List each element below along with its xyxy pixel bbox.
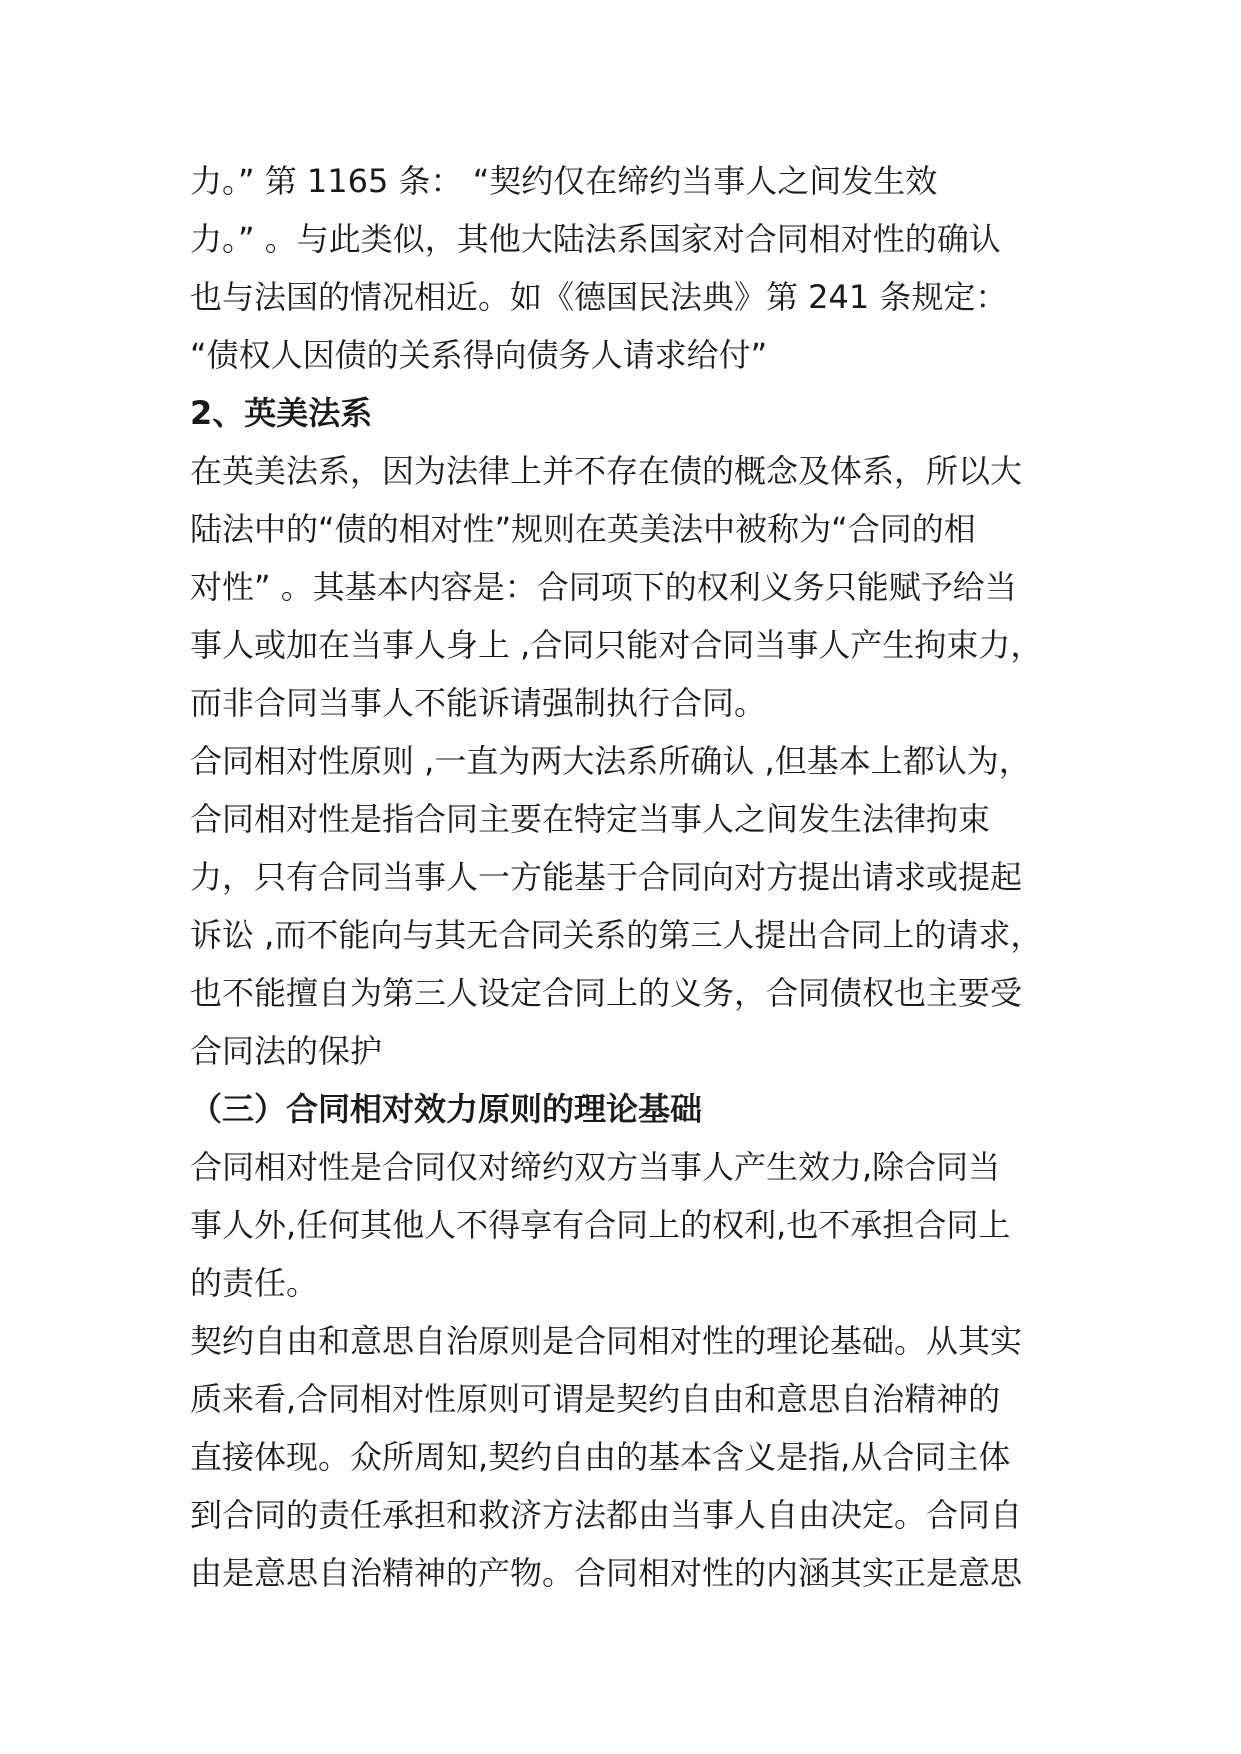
text-line: 的责任。 bbox=[190, 1264, 319, 1302]
text-line: 事人外,任何其他人不得享有合同上的权利,也不承担合同上 bbox=[190, 1206, 1011, 1244]
text-line: 力。” 第 1165 条： “契约仅在缔约当事人之间发生效 bbox=[190, 162, 938, 200]
text-line: “债权人因债的关系得向债务人请求给付” bbox=[190, 336, 768, 374]
text-line: 在英美法系，因为法律上并不存在债的概念及体系，所以大 bbox=[190, 452, 1023, 490]
document-body bbox=[190, 152, 1070, 1602]
text-line: 也不能擅自为第三人设定合同上的义务，合同债权也主要受 bbox=[190, 974, 1023, 1012]
text-line: 也与法国的情况相近。如《德国民法典》第 241 条规定： bbox=[190, 278, 1008, 316]
text-line: 契约自由和意思自治原则是合同相对性的理论基础。从其实 bbox=[190, 1322, 1023, 1360]
section-heading: 2、英美法系 bbox=[190, 394, 373, 432]
text-line: 质来看,合同相对性原则可谓是契约自由和意思自治精神的 bbox=[190, 1380, 1001, 1418]
text-line: 由是意思自治精神的产物。合同相对性的内涵其实正是意思 bbox=[190, 1554, 1023, 1592]
text-line: 合同法的保护 bbox=[190, 1032, 383, 1070]
text-line: 陆法中的“债的相对性”规则在英美法中被称为“合同的相 bbox=[190, 510, 976, 548]
text-line: 而非合同当事人不能诉请强制执行合同。 bbox=[190, 684, 767, 722]
text-line: 合同相对性是合同仅对缔约双方当事人产生效力,除合同当 bbox=[190, 1148, 1001, 1186]
text-line: 直接体现。众所周知,契约自由的基本含义是指,从合同主体 bbox=[190, 1438, 1011, 1476]
text-line: 到合同的责任承担和救济方法都由当事人自由决定。合同自 bbox=[190, 1496, 1023, 1534]
text-line: 合同相对性原则 ,一直为两大法系所确认 ,但基本上都认为， bbox=[190, 742, 1031, 780]
text-line: 事人或加在当事人身上 ,合同只能对合同当事人产生拘束力， bbox=[190, 626, 1043, 664]
text-line: 诉讼 ,而不能向与其无合同关系的第三人提出合同上的请求， bbox=[190, 916, 1043, 954]
text-line: 合同相对性是指合同主要在特定当事人之间发生法律拘束 bbox=[190, 800, 991, 838]
text-line: 力。” 。与此类似，其他大陆法系国家对合同相对性的确认 bbox=[190, 220, 1001, 258]
text-line: 力，只有合同当事人一方能基于合同向对方提出请求或提起 bbox=[190, 858, 1023, 896]
text-line: 对性” 。其基本内容是：合同项下的权利义务只能赋予给当 bbox=[190, 568, 1017, 606]
section-heading: （三）合同相对效力原则的理论基础 bbox=[190, 1090, 703, 1128]
